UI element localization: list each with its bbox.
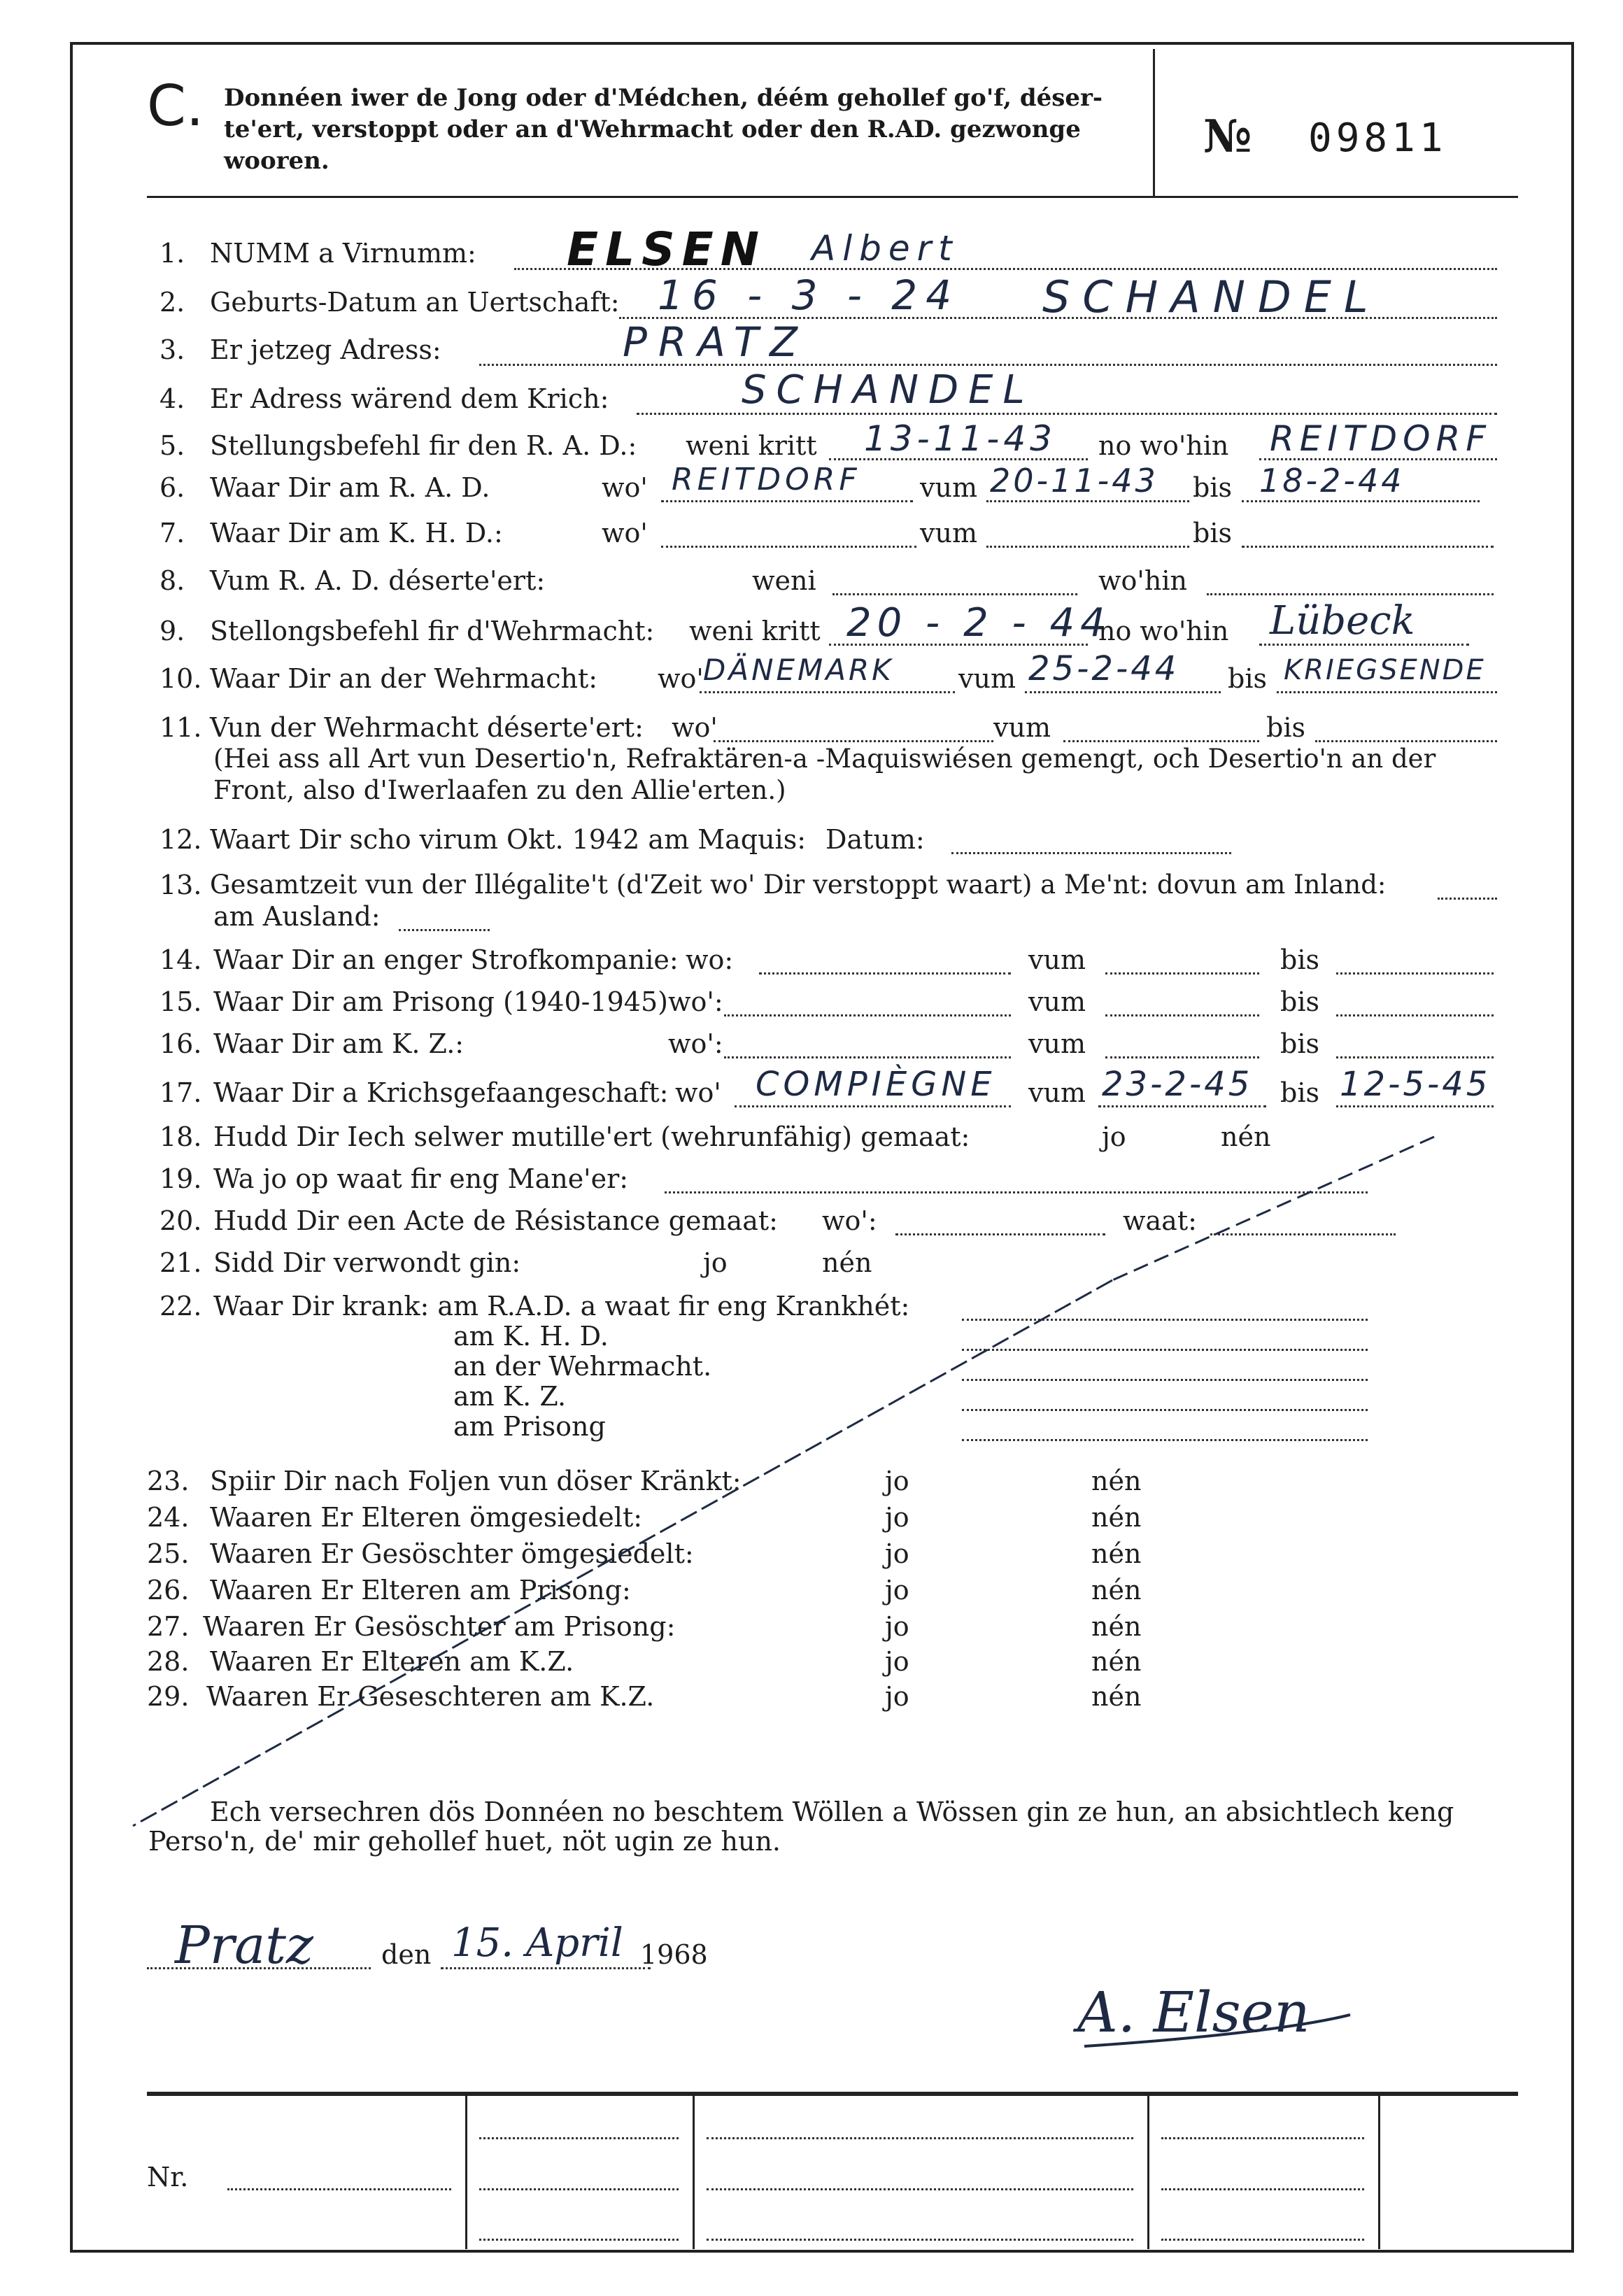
row-27-jo[interactable]: jo <box>885 1611 909 1642</box>
row-29-jo[interactable]: jo <box>885 1681 909 1712</box>
row-2-label: Geburts-Datum an Uertschaft: <box>210 287 620 318</box>
row-4-label: Er Adress wärend dem Krich: <box>210 383 609 414</box>
row-6-label: Waar Dir am R. A. D. <box>210 472 490 503</box>
row-25-jo[interactable]: jo <box>885 1538 909 1569</box>
row-10-hand-place: DÄNEMARK <box>703 653 894 687</box>
footer-nr-label: Nr. <box>147 2162 189 2192</box>
row-19-label: Wa jo op waat fir eng Mane'er: <box>213 1163 629 1194</box>
row-5-nowohin: no wo'hin <box>1098 430 1229 461</box>
row-16-bis: bis <box>1280 1028 1319 1059</box>
row-14-wo: wo: <box>686 944 734 975</box>
row-28-jo[interactable]: jo <box>885 1646 909 1677</box>
row-20-wo: wo': <box>822 1205 877 1236</box>
applicant-signature: A. Elsen <box>1077 1980 1310 2045</box>
row-1-number: 1. <box>160 238 185 269</box>
row-19-number: 19. <box>160 1163 202 1194</box>
row-21-jo[interactable]: jo <box>703 1247 728 1278</box>
row-11-bis: bis <box>1266 712 1305 743</box>
row-23-label: Spiir Dir nach Foljen vun döser Kränkt: <box>210 1466 742 1496</box>
row-5-hand-place: REITDORF <box>1270 418 1491 459</box>
row-15-bis: bis <box>1280 986 1319 1017</box>
row-29-nen[interactable]: nén <box>1091 1681 1142 1712</box>
row-1-hand-firstname: Albert <box>812 228 959 269</box>
row-10-number: 10. <box>160 663 202 694</box>
row-9-hand-place: Lübeck <box>1270 598 1415 644</box>
row-25-number: 25. <box>147 1538 190 1569</box>
row-26-jo[interactable]: jo <box>885 1575 909 1606</box>
row-2-hand-place: SCHANDEL <box>1042 271 1381 323</box>
row-16-label: Waar Dir am K. Z.: <box>213 1028 465 1059</box>
row-17-bis: bis <box>1280 1077 1319 1108</box>
row-27-label: Waaren Er Gesöschter am Prisong: <box>203 1611 676 1642</box>
row-23-jo[interactable]: jo <box>885 1466 909 1496</box>
row-18-number: 18. <box>160 1121 202 1152</box>
row-2-hand-date: 16 - 3 - 24 <box>658 271 961 319</box>
signature-den: den <box>381 1939 432 1970</box>
row-17-hand-from: 23-2-45 <box>1102 1065 1253 1104</box>
row-11-wo: wo' <box>672 712 718 743</box>
row-25-nen[interactable]: nén <box>1091 1538 1142 1569</box>
row-18-nen[interactable]: nén <box>1221 1121 1271 1152</box>
row-23-number: 23. <box>147 1466 190 1496</box>
row-13-label: Gesamtzeit vun der Illégalite't (d'Zeit wo' Dir verstoppt waart) a Me'nt: dovun am Inland: <box>210 870 1387 900</box>
row-11-note-line2: Front, also d'Iwerlaafen zu den Allie'erten.) <box>213 775 786 805</box>
row-8-weni: weni <box>752 565 816 596</box>
row-9-weni: weni kritt <box>689 616 821 646</box>
row-10-vum: vum <box>958 663 1016 694</box>
row-10-bis: bis <box>1228 663 1267 694</box>
row-7-wo: wo' <box>602 518 648 548</box>
row-11-label: Vun der Wehrmacht déserte'ert: <box>210 712 644 743</box>
row-8-label: Vum R. A. D. déserte'ert: <box>210 565 546 596</box>
row-29-label: Waaren Er Geseschteren am K.Z. <box>206 1681 655 1712</box>
section-letter: C. <box>147 73 204 139</box>
declaration-line2: Perso'n, de' mir gehollef huet, nöt ugin ze hun. <box>148 1826 781 1857</box>
row-18-label: Hudd Dir Iech selwer mutille'ert (wehrunfähig) gemaat: <box>213 1121 970 1152</box>
row-5-label: Stellungsbefehl fir den R. A. D.: <box>210 430 637 461</box>
row-22-sub-wehrmacht: an der Wehrmacht. <box>453 1351 712 1382</box>
cancel-stroke-lower <box>133 1280 1112 1826</box>
row-26-label: Waaren Er Elteren am Prisong: <box>210 1575 631 1606</box>
row-13-ausland-label: am Ausland: <box>213 901 381 932</box>
row-9-number: 9. <box>160 616 185 646</box>
row-15-vum: vum <box>1028 986 1086 1017</box>
row-23-nen[interactable]: nén <box>1091 1466 1142 1496</box>
row-29-number: 29. <box>147 1681 190 1712</box>
row-12-label: Waart Dir scho virum Okt. 1942 am Maquis: <box>210 824 807 855</box>
row-17-wo: wo' <box>675 1077 721 1108</box>
row-22-sub-prisong: am Prisong <box>453 1411 606 1442</box>
row-21-nen[interactable]: nén <box>822 1247 872 1278</box>
row-9-label: Stellongsbefehl fir d'Wehrmacht: <box>210 616 655 646</box>
row-8-wohin: wo'hin <box>1098 565 1187 596</box>
row-26-nen[interactable]: nén <box>1091 1575 1142 1606</box>
row-17-vum: vum <box>1028 1077 1086 1108</box>
row-22-sub-khd: am K. H. D. <box>453 1321 609 1352</box>
header-title-line2: te'ert, verstoppt oder an d'Wehrmacht oder den R.AD. gezwonge <box>224 115 1081 143</box>
row-6-vum: vum <box>920 472 977 503</box>
row-6-bis: bis <box>1193 472 1232 503</box>
row-10-wo: wo' <box>658 663 704 694</box>
row-15-number: 15. <box>160 986 202 1017</box>
signature-underline <box>1084 2015 1350 2046</box>
row-5-number: 5. <box>160 430 185 461</box>
row-14-bis: bis <box>1280 944 1319 975</box>
row-5-weni: weni kritt <box>686 430 817 461</box>
row-26-number: 26. <box>147 1575 190 1606</box>
signature-year: 1968 <box>640 1939 708 1970</box>
row-3-number: 3. <box>160 334 185 365</box>
cancel-stroke-upper <box>1112 1137 1434 1280</box>
row-12-number: 12. <box>160 824 202 855</box>
number-symbol: № <box>1203 111 1252 163</box>
row-24-label: Waaren Er Elteren ömgesiedelt: <box>210 1502 643 1533</box>
row-6-number: 6. <box>160 472 185 503</box>
row-13-number: 13. <box>160 870 202 900</box>
row-7-vum: vum <box>920 518 977 548</box>
row-27-number: 27. <box>147 1611 190 1642</box>
header-title-line1: Donnéen iwer de Jong oder d'Médchen, déém gehollef go'f, déser- <box>224 84 1103 112</box>
row-16-wo: wo': <box>668 1028 723 1059</box>
row-15-wo: wo': <box>668 986 723 1017</box>
row-17-hand-place: COMPIÈGNE <box>756 1065 996 1104</box>
row-24-number: 24. <box>147 1502 190 1533</box>
row-6-hand-to: 18-2-44 <box>1259 462 1405 499</box>
row-21-label: Sidd Dir verwondt gin: <box>213 1247 521 1278</box>
row-20-number: 20. <box>160 1205 202 1236</box>
row-12-datum: Datum: <box>825 824 925 855</box>
row-2-number: 2. <box>160 287 185 318</box>
row-20-waat: waat: <box>1123 1205 1197 1236</box>
row-6-hand-place: REITDORF <box>672 462 861 497</box>
row-14-number: 14. <box>160 944 202 975</box>
row-14-label: Waar Dir an enger Strofkompanie: <box>213 944 679 975</box>
row-3-label: Er jetzeg Adress: <box>210 334 441 365</box>
row-7-label: Waar Dir am K. H. D.: <box>210 518 503 548</box>
row-17-hand-to: 12-5-45 <box>1340 1065 1491 1104</box>
row-21-number: 21. <box>160 1247 202 1278</box>
row-16-vum: vum <box>1028 1028 1086 1059</box>
row-28-nen[interactable]: nén <box>1091 1646 1142 1677</box>
row-10-hand-from: 25-2-44 <box>1028 649 1179 688</box>
row-28-label: Waaren Er Elteren am K.Z. <box>210 1646 574 1677</box>
declaration-line1: Ech versechren dös Donnéen no beschtem Wöllen a Wössen gin ze hun, an absichtlech keng <box>210 1797 1454 1827</box>
signature-hand-place: Pratz <box>175 1915 314 1976</box>
row-20-label: Hudd Dir een Acte de Résistance gemaat: <box>213 1205 778 1236</box>
signature-hand-date: 15. April <box>451 1920 623 1966</box>
row-14-vum: vum <box>1028 944 1086 975</box>
row-16-number: 16. <box>160 1028 202 1059</box>
row-24-jo[interactable]: jo <box>885 1502 909 1533</box>
row-22-sub-kz: am K. Z. <box>453 1381 567 1412</box>
row-22-label: Waar Dir krank: am R.A.D. a waat fir eng Krankhét: <box>213 1291 910 1321</box>
header-title-line3: wooren. <box>224 147 329 175</box>
row-15-label: Waar Dir am Prisong (1940-1945) <box>213 986 668 1017</box>
form-number: 09811 <box>1308 115 1447 161</box>
row-10-hand-to: KRIEGSENDE <box>1284 654 1486 686</box>
row-22-number: 22. <box>160 1291 202 1321</box>
row-4-number: 4. <box>160 383 185 414</box>
row-11-number: 11. <box>160 712 202 743</box>
row-9-nowohin: no wo'hin <box>1098 616 1229 646</box>
row-6-hand-from: 20-11-43 <box>990 462 1158 499</box>
row-4-hand: SCHANDEL <box>742 367 1035 413</box>
row-5-hand-date: 13-11-43 <box>864 418 1056 459</box>
row-28-number: 28. <box>147 1646 190 1677</box>
row-7-number: 7. <box>160 518 185 548</box>
row-18-jo[interactable]: jo <box>1102 1121 1126 1152</box>
row-17-label: Waar Dir a Krichsgefaangeschaft: <box>213 1077 669 1108</box>
row-24-nen[interactable]: nén <box>1091 1502 1142 1533</box>
row-3-hand: PRATZ <box>623 318 809 366</box>
row-7-bis: bis <box>1193 518 1232 548</box>
row-27-nen[interactable]: nén <box>1091 1611 1142 1642</box>
row-1-hand-lastname: ELSEN <box>567 222 766 276</box>
row-25-label: Waaren Er Gesöschter ömgesiedelt: <box>210 1538 694 1569</box>
row-10-label: Waar Dir an der Wehrmacht: <box>210 663 598 694</box>
row-1-label: NUMM a Virnumm: <box>210 238 476 269</box>
row-11-note-line1: (Hei ass all Art vun Desertio'n, Refraktären-a -Maquiswiésen gemengt, och Desertio'n an der <box>213 744 1436 774</box>
row-8-number: 8. <box>160 565 185 596</box>
row-6-wo: wo' <box>602 472 648 503</box>
row-11-vum: vum <box>993 712 1051 743</box>
row-9-hand-date: 20 - 2 - 44 <box>846 600 1111 646</box>
row-17-number: 17. <box>160 1077 202 1108</box>
